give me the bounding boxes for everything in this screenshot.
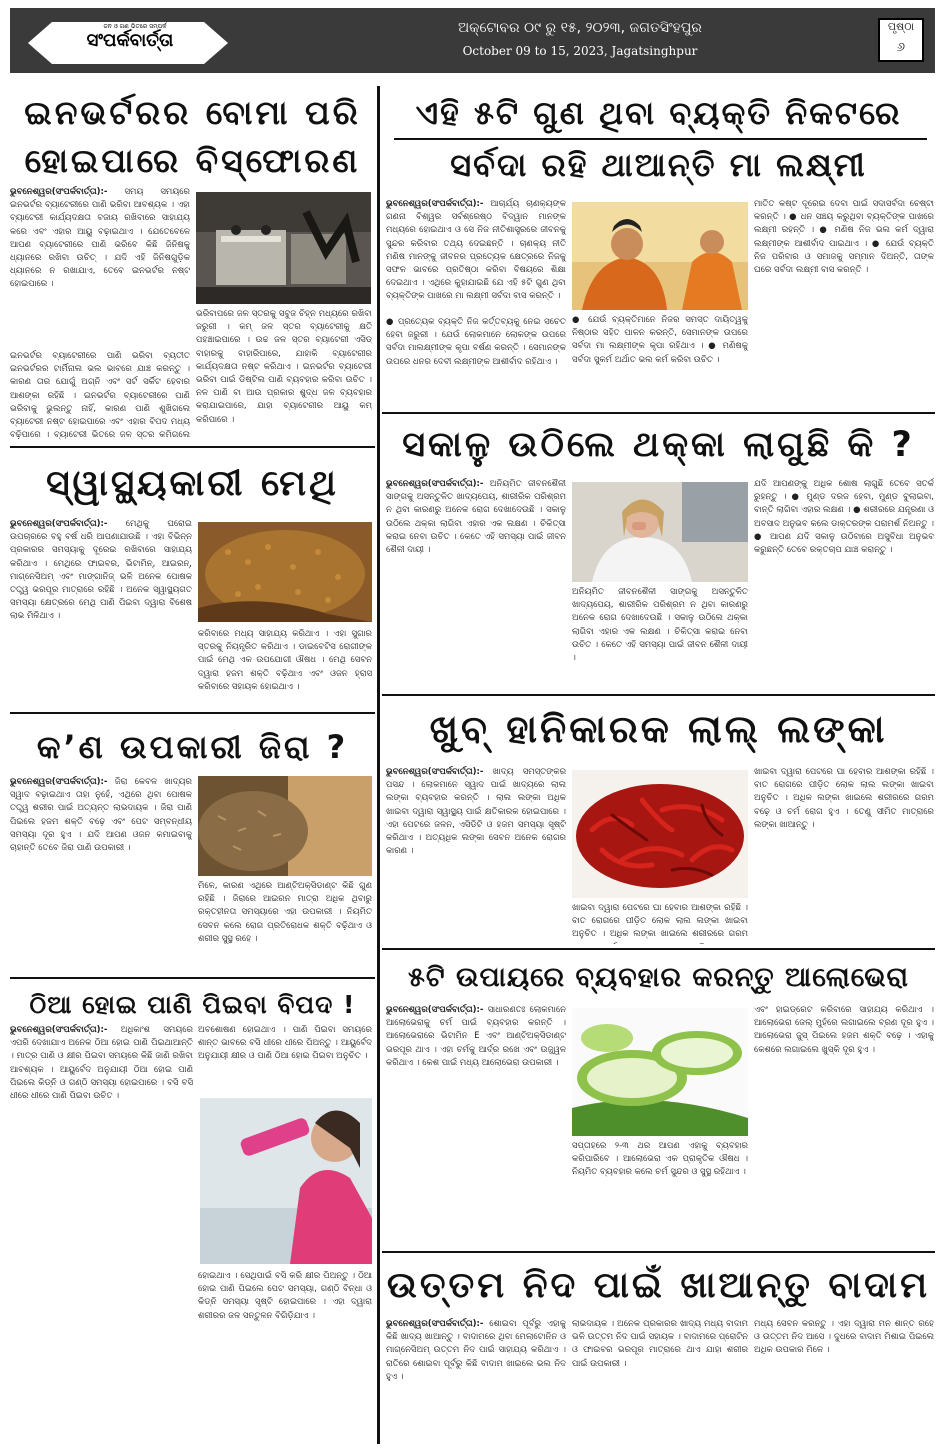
methi-body-col1	[10, 518, 192, 708]
jeera-text-a: ଜିରା କେବଳ ଖାଦ୍ୟର ସ୍ୱାଦ ବଢ଼ାଇଥାଏ ତାହା ନୁହେଁ, ଏଥିରେ ଥିବା ପୋଷକ ତତ୍ତ୍ୱ ଶରୀର ପାଇଁ ଅତ୍ୟନ୍ତ ଲାଭଦାୟକ । ଜିରା ପାଣି ପିଇଲେ ହଜମ ଶକ୍ତି ବଢ଼େ ଏବଂ ପେଟ ସମ୍ବନ୍ଧୀୟ ସମସ୍ୟା ଦୂର ହୁଏ । ଯଦି ଆପଣ ଓଜନ କମାଇବାକୁ ଚାହାନ୍ତି ତେବେ ଜିରା ପାଣି ଉପକାରୀ ।	[10, 777, 192, 854]
water-text-a: ଅଧିକାଂଶ ସମୟରେ ଏପରି ଦେଖାଯାଏ ଅନେକ ଠିଆ ହୋଇ ପାଣି ପିଇଥାଆନ୍ତି । ମାତ୍ର ପାଣି ଓ କ୍ଷୀର ପିଇବା ସମୟରେ କିଛି ଜାଣି ରଖିବା ଆବଶ୍ୟକ । ଆୟୁର୍ବେଦ ଅନୁଯାୟୀ ଠିଆ ହୋଇ ପାଣି ପିଇଲେ କିଡ୍ନି ଓ ଗଣ୍ଠି ସମସ୍ୟା ହୋଇପାରେ । ବସି ବସି ଧୀରେ ଧୀରେ ପାଣି ପିଇବା ଉଚିତ ।	[10, 1025, 193, 1102]
column-divider	[377, 86, 380, 1444]
almond-body-col2: ଲାଭଦାୟକ । ଅନେକ ପ୍ରକାରର ଖାଦ୍ୟ ମଧ୍ୟ ବାଦାମ ଭଳି ଉତ୍ତମ ନିଦ ପାଇଁ ସହାୟକ । ବାଦାମରେ ପ୍ରୋଟିନ ଓ ଫାଇବର ଭରପୂର ମାତ୍ରାରେ ଥାଏ ଯାହା ଶରୀର ପାଇଁ ଉପକାରୀ ।	[572, 1319, 748, 1369]
almond-body-col1	[386, 1318, 566, 1444]
jeera-body-col2: ମିଳେ, କାରଣ ଏଥିରେ ଆଣ୍ଟିଅକ୍ସିଡାଣ୍ଟ କିଛି ଗୁଣ ରହିଛି । ଜିରାରେ ଆଇରନ ମାତ୍ରା ଅଧିକ ଥିବାରୁ ରକ୍ତହୀନତା ସମସ୍ୟାରେ ଏହା ଉପକାରୀ । ନିୟମିତ ସେବନ କଲେ ରୋଗ ପ୍ରତିରୋଧକ ଶକ୍ତି ବଢ଼ିଥାଏ ଓ ଶରୀର ସୁସ୍ଥ ରହେ ।	[198, 881, 372, 944]
fatigue-body-col3: ଯଦି ଆପଣଙ୍କୁ ଅଧିକ ଶୋଷ ଲାଗୁଛି ତେବେ ସତର୍କ ରୁହନ୍ତୁ । ● ମୁଣ୍ଡ ଦରଜ ହେବା, ମୁଣ୍ଡ ବୁଲାଇବା, ବାନ୍ତି ଲାଗିବା ଏହାର ଲକ୍ଷଣ । ● ଶରୀରରେ ଯନ୍ତ୍ରଣା ଓ ଅବସାଦ ଅନୁଭବ କଲେ ଡାକ୍ତରଙ୍କ ପରାମର୍ଶ ନିଅନ୍ତୁ । ● ଆପଣ ଯଦି ସକାଳୁ ଉଠିବାରେ ଅସୁବିଧା ଅନୁଭବ କରୁଛନ୍ତି ତେବେ ରକ୍ତଚାପ ଯାଞ୍ଚ କରାନ୍ତୁ ।	[754, 479, 934, 556]
jeera-body-col1	[10, 776, 192, 974]
inverter-byline: ଭୁବନେଶ୍ୱର(ସଂପର୍କବାର୍ତ୍ତା):-	[10, 187, 108, 197]
lakshmi-headline-line2: ସର୍ବଦା ରହି ଥାଆନ୍ତି ମା ଲକ୍ଷ୍ମୀ	[450, 146, 867, 184]
almond-text-a: ଶୋଇବା ପୂର୍ବରୁ ଏହାକୁ କିଛି ଖାଦ୍ୟ ଖାଆନ୍ତୁ । ବାଦାମରେ ଥିବା ମେଲାଟୋନିନ ଓ ମାଗ୍ନେସିଅମ୍ ଉତ୍ତମ ନିଦ ପାଇଁ ସାହାଯ୍ୟ କରିଥାଏ । ରାତିରେ ଶୋଇବା ପୂର୍ବରୁ କିଛି ବାଦାମ ଖାଇଲେ ଭଲ ନିଦ ହୁଏ ।	[386, 1319, 566, 1382]
methi-byline: ଭୁବନେଶ୍ୱର(ସଂପର୍କବାର୍ତ୍ତା):-	[10, 519, 108, 529]
newspaper-name: ସଂପର୍କବାର୍ତ୍ତା	[86, 30, 174, 51]
jeera-headline: କ’ଣ ଉପକାରୀ ଜିରା ?	[36, 728, 349, 766]
red-chilli-photo	[572, 770, 748, 898]
lakshmi-body-col1	[386, 198, 566, 312]
aloe-byline: ଭୁବନେଶ୍ୱର(ସଂପର୍କବାର୍ତ୍ତା):-	[386, 1005, 484, 1015]
chilli-headline: ଖୁବ୍ ହାନିକାରକ ଲାଲ୍ ଲଙ୍କା	[429, 707, 888, 751]
lakshmi-body-col3: ମାତିତ କଷ୍ଟ ଦୂରେଇ ଦେବା ପାଇଁ ସଦାସର୍ବଦା ଚେଷ୍ଟା କରନ୍ତି । ● ଧନ ସଞ୍ଚୟ କରୁଥିବା ବ୍ୟକ୍ତିଙ୍କ ପାଖରେ ଲକ୍ଷ୍ମୀ ରହନ୍ତି । ● ମଣିଷ ନିଜ ଭଲ କର୍ମ ଦ୍ୱାରା ଲକ୍ଷ୍ମୀଙ୍କ ଆଶୀର୍ବାଦ ପାଇଥାଏ । ● ଯେଉଁ ବ୍ୟକ୍ତି ନିଜ ପରିବାର ଓ ସମାଜକୁ ସମ୍ମାନ ଦିଅନ୍ତି, ତାଙ୍କ ଘରେ ସର୍ବଦା ଲକ୍ଷ୍ମୀ ବାସ କରନ୍ତି ।	[754, 199, 934, 276]
inverter-headline-line1: ଇନଭର୍ଟରର ବୋମା ପରି	[24, 93, 361, 132]
water-byline: ଭୁବନେଶ୍ୱର(ସଂପର୍କବାର୍ତ୍ତା):-	[10, 1025, 108, 1035]
aloe-vera-photo	[572, 1008, 748, 1136]
section-divider	[382, 948, 935, 950]
inverter-headline-line2: ହୋଇପାରେ ବିସ୍ଫୋରଣ	[24, 141, 361, 180]
issue-date-english: October 09 to 15, 2023, Jagatsinghpur	[462, 44, 698, 58]
section-divider	[10, 977, 375, 979]
lakshmi-byline: ଭୁବନେଶ୍ୱର(ସଂପର୍କବାର୍ତ୍ତା):-	[386, 199, 484, 209]
lakshmi-text-a: ଆଚାର୍ଯ୍ୟ ଚାଣକ୍ୟଙ୍କ ଗଣନା ବିଶ୍ୱର ସର୍ବଶ୍ରେଷ୍ଠ ବିଦ୍ୱାନ ମାନଙ୍କ ମଧ୍ୟରେ ହୋଇଥାଏ ଓ ସେ ନିଜ ନୀତିଶାସ୍ତ୍ରରେ ଜୀବନକୁ ସୁନ୍ଦର କରିବାର ତଥ୍ୟ ଦେଇଛନ୍ତି । ଚାଣକ୍ୟ ନୀତି ମଣିଷ ମାନଙ୍କୁ ଜୀବନର ପ୍ରତ୍ୟେକ କ୍ଷେତ୍ରରେ ନିଜକୁ ସଫଳ ଭାବରେ ପ୍ରତିଷ୍ଠା କରିବା ବିଷୟରେ ଶିକ୍ଷା ଦେଇଥାଏ । ଏଥିରେ କୁହାଯାଇଛି ଯେ ଏହି ୫ଟି ଗୁଣ ଥିବା ବ୍ୟକ୍ତିଙ୍କ ପାଖରେ ମା ଲକ୍ଷ୍ମୀ ସର୍ବଦା ବାସ କରନ୍ତି ।	[386, 199, 566, 302]
page-number: ୬	[896, 40, 906, 55]
water-body-col3: ହୋଇଥାଏ । ସେଥିପାଇଁ ବସି କରି କ୍ଷୀର ପିଅନ୍ତୁ । ଠିଆ ହୋଇ ପାଣି ପିଇଲେ ପେଟ ସମସ୍ୟା, ଗଣ୍ଠି ବିନ୍ଧା ଓ କିଡ୍ନି ସମସ୍ୟା ସୃଷ୍ଟି ହୋଇପାରେ । ଏହା ଦ୍ୱାରା ଶରୀରର ଜଳ ସନ୍ତୁଳନ ବିଗିଡ଼ିଯାଏ ।	[198, 1271, 372, 1321]
water-drinking-photo	[200, 1098, 372, 1264]
almond-headline: ଉତ୍ତମ ନିଦ ପାଇଁ ଖାଆନ୍ତୁ ବାଦାମ	[386, 1265, 931, 1306]
page-label: ପୃଷ୍ଠା	[887, 20, 915, 33]
aloe-headline: ୫ଟି ଉପାୟରେ ବ୍ୟବହାର କରନ୍ତୁ ଆଲୋଭେରା	[408, 962, 909, 993]
aloe-text-a: ସାଧାରଣତଃ ଲୋକମାନେ ଆଲୋଭେରାକୁ ଚର୍ମ ପାଇଁ ବ୍ୟବହାର କରନ୍ତି । ଆଲୋଭେରାରେ ଭିଟାମିନ E ଏବଂ ଆଣ୍ଟିଅକ୍ସିଡାଣ୍ଟ ଭରପୂର ଥାଏ । ଏହା ଚର୍ମକୁ ଆର୍ଦ୍ର ରଖେ ଏବଂ ଉଜ୍ଜ୍ୱଳ କରିଥାଏ । କେଶ ପାଇଁ ମଧ୍ୟ ଆଲୋଭେରା ଉପକାରୀ ।	[386, 1005, 566, 1068]
water-headline: ଠିଆ ହୋଇ ପାଣି ପିଇବା ବିପଦ !	[29, 990, 356, 1019]
section-divider	[10, 446, 375, 448]
water-body-col2: ଅବଶୋଷଣ ହୋଇଥାଏ । ପାଣି ପିଇବା ସମୟରେ ଶାନ୍ତ ଭାବରେ ବସି ଧୀରେ ଧୀରେ ପିଅନ୍ତୁ । ଆୟୁର୍ବେଦ ଅନୁଯାୟୀ କ୍ଷୀର ଓ ପାଣି ଠିଆ ହୋଇ ପିଇବା ଅନୁଚିତ ।	[198, 1025, 372, 1062]
headline-rule	[394, 138, 927, 140]
almond-body-col3: ମଧ୍ୟ ସେବନ କରନ୍ତୁ । ଏହା ଦ୍ୱାରା ମନ ଶାନ୍ତ ରହେ ଓ ଉତ୍ତମ ନିଦ ଆସେ । ଦୁଧରେ ବାଦାମ ମିଶାଇ ପିଇଲେ ଅଧିକ ଉପକାର ମିଳେ ।	[754, 1319, 934, 1356]
inverter-body-col3: ଭରିବାପରେ ଜଳ ସ୍ତରକୁ ସବୁଜ ଚିହ୍ନ ମଧ୍ୟରେ ରଖିବା ଜରୁରୀ । କମ୍ ଜଳ ସ୍ତର ବ୍ୟାଟେରୀକୁ କ୍ଷତି ପହଞ୍ଚାଇପାରେ । ଉଚ୍ଚ ଜଳ ସ୍ତର ବ୍ୟାଟେରୀ ଏସିଡ୍ ବାହାରକୁ ବାହାରିପାରେ, ଯାହାକି ବ୍ୟାଟେରୀର କାର୍ଯ୍ୟଦକ୍ଷତା ନଷ୍ଟ କରିଥାଏ । ଇନଭର୍ଟର ବ୍ୟାଟେରୀ ଭରିବା ପାଇଁ ଡିଷ୍ଟିଲ ପାଣି ବ୍ୟବହାର କରିବା ଉଚିତ । ନଳ ପାଣି ବା ଆଉ ପ୍ରକାର ଶୁଦ୍ଧ ଜଳ ବ୍ୟବହାର କରାଯାଇପାରେ, ଯାହା ବ୍ୟାଟେରୀର ଆୟୁ କମ୍ କରିପାରେ ।	[196, 309, 372, 425]
chilli-byline: ଭୁବନେଶ୍ୱର(ସଂପର୍କବାର୍ତ୍ତା):-	[386, 767, 484, 777]
chilli-body-col1	[386, 766, 566, 944]
issue-date-odia: ଅକ୍ଟୋବର ୦୯ ରୁ ୧୫, ୨୦୨୩, ଜଗତସିଂହପୁର	[458, 20, 702, 36]
section-divider	[10, 712, 375, 714]
methi-text-a: ମେଥିକୁ ଘରୋଇ ଉପଚାରରେ ବହୁ ବର୍ଷ ଧରି ଆପଣାଯାଉଛି । ଏହା ବିଭିନ୍ନ ପ୍ରକାରର ସମସ୍ୟାକୁ ଦୂରେଇ ରଖିବାରେ ସାହାଯ୍ୟ କରିଥାଏ । ମେଥିରେ ଫାଇବର, ଭିଟାମିନ୍, ଆଇରନ୍, ମାଗ୍ନେସିଅମ୍ ଏବଂ ମାଙ୍ଗାନିଜ୍ ଭଳି ଅନେକ ପୋଷକ ତତ୍ତ୍ୱ ଭରପୂର ମାତ୍ରାରେ ରହିଛି । ଅନେକ ସ୍ୱାସ୍ଥ୍ୟଗତ ସମସ୍ୟା କ୍ଷେତ୍ରରେ ମେଥି ପାଣି ପିଇବା ଦ୍ୱାରା ବିଶେଷ ଲାଭ ମିଳିଥାଏ ।	[10, 519, 192, 622]
chilli-body-col2: ଖାଇବା ଦ୍ୱାରା ପେଟରେ ଘା ହେବାର ଆଶଙ୍କା ରହିଛି । ବାତ ରୋଗରେ ପୀଡ଼ିତ ଲୋକ ଲାଲ ଲଙ୍କା ଖାଇବା ଅନୁଚିତ । ଅଧିକ ଲଙ୍କା ଖାଇଲେ ଶରୀରରେ ଗରମ	[572, 903, 748, 940]
jeera-photo	[198, 776, 372, 876]
section-divider	[382, 694, 935, 696]
methi-photo	[198, 522, 372, 622]
inverter-photo	[196, 192, 371, 304]
jeera-byline: ଭୁବନେଶ୍ୱର(ସଂପର୍କବାର୍ତ୍ତା):-	[10, 777, 108, 787]
aloe-body-col3: ଏବଂ ହାଇଡ୍ରେଟ କରିବାରେ ସାହାଯ୍ୟ କରିଥାଏ । ଆଲୋଭେରା ଜେଲ୍ ମୁହଁରେ ଲଗାଇଲେ ବ୍ରଣ ଦୂର ହୁଏ । ଆଲୋଭେରା ଜୁସ୍ ପିଇଲେ ହଜମ ଶକ୍ତି ବଢ଼େ । ଏହାକୁ କେଶରେ ଲଗାଇଲେ ଖୁସ୍କି ଦୂର ହୁଏ ।	[754, 1005, 934, 1055]
chilli-text-a: ଖାଦ୍ୟ ସମସ୍ତଙ୍କର ପସନ୍ଦ । ଲୋକମାନେ ସ୍ୱାଦ ପାଇଁ ଖାଦ୍ୟରେ ଲାଲ ଲଙ୍କା ବ୍ୟବହାର କରନ୍ତି । ଲାଲ ଲଙ୍କା ଅଧିକ ଖାଇବା ଦ୍ୱାରା ସ୍ୱାସ୍ଥ୍ୟ ପାଇଁ କ୍ଷତିକାରକ ହୋଇପାରେ । ଏହା ପେଟରେ ଜଳନ, ଏସିଡିଟି ଓ ହଜମ ସମସ୍ୟା ସୃଷ୍ଟି କରିଥାଏ । ଅତ୍ୟଧିକ ଲଙ୍କା ସେବନ ଅନେକ ରୋଗର କାରଣ ।	[386, 767, 566, 857]
lakshmi-headline-line1: ଏହି ୫ଟି ଗୁଣ ଥିବା ବ୍ୟକ୍ତି ନିକଟରେ	[415, 94, 902, 132]
chilli-body-col3: ଖାଇବା ଦ୍ୱାରା ପେଟରେ ଘା ହେବାର ଆଶଙ୍କା ରହିଛି । ବାତ ରୋଗରେ ପୀଡ଼ିତ ଲୋକ ଲାଲ ଲଙ୍କା ଖାଇବା ଅନୁଚିତ । ଅଧିକ ଲଙ୍କା ଖାଇଲେ ଶରୀରରେ ଗରମ ବଢ଼େ ଓ ଚର୍ମ ରୋଗ ହୁଏ । ତେଣୁ ସୀମିତ ମାତ୍ରାରେ ଲଙ୍କା ଖାଆନ୍ତୁ ।	[754, 767, 934, 830]
inverter-body-col2: ଇନଭର୍ଟର ବ୍ୟାଟେରୀରେ ପାଣି ଭରିବା ବ୍ୟତୀତ ଇନଭର୍ଟରର ଟାର୍ମିନାଲ ଭଲ ଭାବରେ ଯାଞ୍ଚ କରନ୍ତୁ । କାରଣ ତାର ଯୋଗୁଁ ଅଗ୍ନି ଏବଂ ସର୍ଟ ସର୍କିଟ ହେବାର ଆଶଙ୍କା ରହିଛି । ଇନଭର୍ଟର ବ୍ୟାଟେରୀରେ ପାଣି ଭରିବାକୁ ଭୁଲନ୍ତୁ ନାହିଁ, କାରଣ ପାଣି ଶୁଖିଗଲେ ବ୍ୟାଟେରୀ ନଷ୍ଟ ହୋଇପାରେ ଏବଂ ଏହାର ବିପଦ ମଧ୍ୟ ବଢ଼ିପାରେ । ବ୍ୟାଟେରୀ ଭିତରେ ଜଳ ସ୍ତର କମିଗଲେ	[10, 351, 190, 441]
section-divider	[382, 412, 935, 414]
inverter-text-a: ସମୟ ସମୟରେ ଇନଭର୍ଟର ବ୍ୟାଟେରୀରେ ପାଣି ଭରିବା ଆବଶ୍ୟକ । ଏହା ବ୍ୟାଟେରୀ କାର୍ଯ୍ୟଦକ୍ଷତା ବଜାୟ ରଖିବାରେ ସାହାଯ୍ୟ କରେ ଏବଂ ଏହାର ଆୟୁ ବଢ଼ାଇଥାଏ । ଯେତେବେଳେ ଆପଣ ବ୍ୟାଟେରୀରେ ପାଣି ଭରିବେ କିଛି ଜିନିଷକୁ ଧ୍ୟାନରେ ରଖିବା ଉଚିତ୍ । ଯଦି ଏହି ଜିନିଷଗୁଡ଼ିକ ଧ୍ୟାନରେ ନ ରଖାଯାଏ, ତେବେ ଇନଭର୍ଟର ନଷ୍ଟ ହୋଇପାରେ ।	[10, 187, 190, 290]
fatigue-body-col2: ଅନିୟମିତ ଜୀବନଶୈଳୀ ସାଙ୍ଗକୁ ଅସନ୍ତୁଳିତ ଖାଦ୍ୟପେୟ, ଶାରୀରିକ ପରିଶ୍ରମ ନ ଥିବା କାରଣରୁ ଅନେକ ରୋଗ ଦେଖାଦେଉଛି । ସକାଳୁ ଉଠିଲେ ଥକ୍କା ଲାଗିବା ଏହାର ଏକ ଲକ୍ଷଣ । ଚିକିତ୍ସା କରାଇ ନେବା ଉଚିତ । କେତେ ଏହି ସମସ୍ୟା ପାଇଁ ଜୀବନ ଶୈଳୀ ଦାୟୀ ।	[572, 587, 748, 664]
fatigue-text-a: ଅନିୟମିତ ଜୀବନଶୈଳୀ ସାଙ୍ଗକୁ ଅସନ୍ତୁଳିତ ଖାଦ୍ୟପେୟ, ଶାରୀରିକ ପରିଶ୍ରମ ନ ଥିବା କାରଣରୁ ଅନେକ ରୋଗ ଦେଖାଦେଉଛି । ସକାଳୁ ଉଠିଲେ ଥକ୍କା ଲାଗିବା ଏହାର ଏକ ଲକ୍ଷଣ । ଚିକିତ୍ସା କରାଇ ନେବା ଉଚିତ । କେତେ ଏହି ସମସ୍ୟା ପାଇଁ ଜୀବନ ଶୈଳୀ ଦାୟୀ ।	[386, 479, 566, 556]
logo-tagline: ଜନ ଓ ଗଣ ଭିତରେ ସମ୍ପର୍କ	[103, 23, 167, 30]
fatigue-headline: ସକାଳୁ ଉଠିଲେ ଥକ୍କା ଲାଗୁଛି କି ?	[402, 425, 915, 465]
lakshmi-body-col1b: ● ପ୍ରତ୍ୟେକ ବ୍ୟକ୍ତି ନିଜ କର୍ତ୍ତବ୍ୟକୁ ନେଇ ସଚେତ ହେବା ଜରୁରୀ । ଯେଉଁ ଲୋକମାନେ ଲୋକଙ୍କ ଉପରେ ସର୍ବଦା ମାଲକ୍ଷ୍ମୀଙ୍କ କୃପା ବର୍ଷଣ କରନ୍ତି । ସେମାନଙ୍କ ଉପରେ ଧନର ଦେବୀ ଲକ୍ଷ୍ମୀଙ୍କ ଆଶୀର୍ବାଦ ରହିଥାଏ ।	[386, 317, 566, 367]
water-body-col1	[10, 1024, 193, 1444]
lakshmi-body-col2: ● ଯେଉଁ ବ୍ୟକ୍ତିମାନେ ନିଜର ସମସ୍ତ ଦାୟିତ୍ୱକୁ ନିଷ୍ଠାର ସହିତ ପାଳନ କରନ୍ତି, ସେମାନଙ୍କ ଉପରେ ସର୍ବଦା ମା ଲକ୍ଷ୍ମୀଙ୍କ କୃପା ରହିଥାଏ । ● ମଣିଷକୁ ସର୍ବଦା ସୁକର୍ମ ଅର୍ଥାତ ଭଲ କର୍ମ କରିବା ଉଚିତ ।	[572, 315, 748, 365]
chanakya-photo	[572, 202, 748, 310]
methi-body-col2: କରିବାରେ ମଧ୍ୟ ସାହାଯ୍ୟ କରିଥାଏ । ଏହା ସୁଗାର ସ୍ତରକୁ ନିୟନ୍ତ୍ରିତ କରିଥାଏ । ଡାଇବେଟିସ ରୋଗୀଙ୍କ ପାଇଁ ମେଥି ଏକ ଉପଯୋଗୀ ଔଷଧ । ମେଥି ସେବନ ଦ୍ୱାରା ହଜମ ଶକ୍ତି ବଢ଼ିଥାଏ ଏବଂ ଓଜନ ହ୍ରାସ କରିବାରେ ସହାୟକ ହୋଇଥାଏ ।	[198, 629, 372, 692]
tired-woman-photo	[572, 482, 748, 582]
methi-headline: ସ୍ୱାସ୍ଥ୍ୟକାରୀ ମେଥି	[46, 463, 339, 504]
almond-byline: ଭୁବନେଶ୍ୱର(ସଂପର୍କବାର୍ତ୍ତା):-	[386, 1319, 484, 1329]
section-divider	[382, 1251, 935, 1253]
fatigue-byline: ଭୁବନେଶ୍ୱର(ସଂପର୍କବାର୍ତ୍ତା):-	[386, 479, 484, 489]
inverter-body-col1	[10, 186, 190, 346]
aloe-body-col1	[386, 1004, 566, 1247]
fatigue-body-col1	[386, 478, 566, 690]
aloe-body-col2: ସପ୍ତାହରେ ୨-୩ ଥର ଆପଣ ଏହାକୁ ବ୍ୟବହାର କରିପାରିବେ । ଆଲୋଭେରା ଏକ ପ୍ରାକୃତିକ ଔଷଧ । ନିୟମିତ ବ୍ୟବହାର କଲେ ଚର୍ମ ସୁନ୍ଦର ଓ ସୁସ୍ଥ ରହିଥାଏ ।	[572, 1141, 748, 1178]
